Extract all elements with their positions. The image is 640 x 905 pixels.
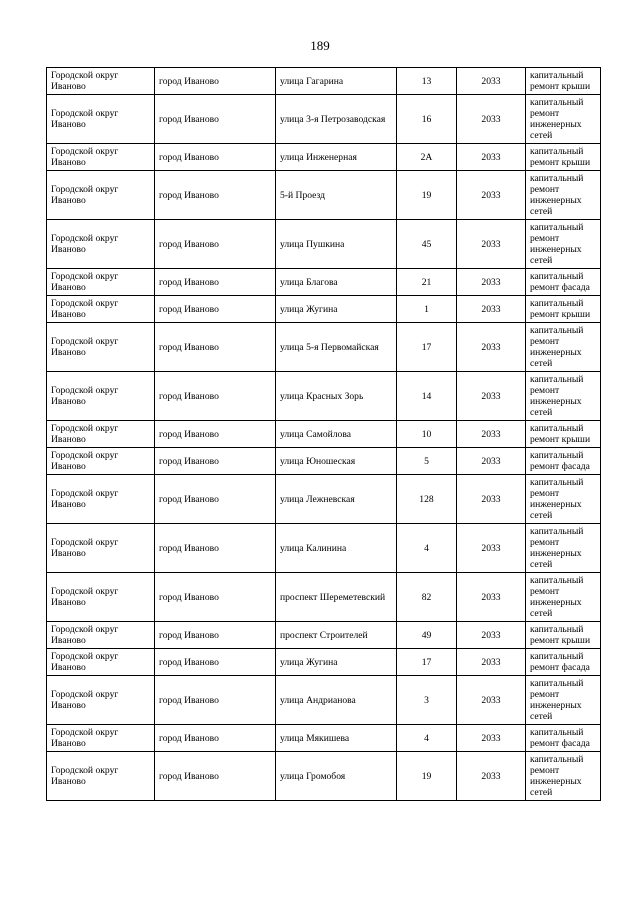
district-cell: Городской округ Иваново bbox=[47, 269, 155, 296]
work-type-cell: капитальный ремонт крыши bbox=[526, 421, 601, 448]
street-cell: улица Гагарина bbox=[276, 68, 397, 95]
street-cell: улица Лежневская bbox=[276, 475, 397, 524]
table-row bbox=[47, 296, 601, 323]
work-type-cell: капитальный ремонт инженерных сетей bbox=[526, 95, 601, 144]
district-cell: Городской округ Иваново bbox=[47, 323, 155, 372]
work-type-cell: капитальный ремонт крыши bbox=[526, 622, 601, 649]
table-row bbox=[47, 649, 601, 676]
year-cell: 2033 bbox=[457, 220, 526, 269]
street-cell: улица Калинина bbox=[276, 524, 397, 573]
work-type-cell: капитальный ремонт фасада bbox=[526, 649, 601, 676]
year-cell: 2033 bbox=[457, 622, 526, 649]
district-cell: Городской округ Иваново bbox=[47, 421, 155, 448]
year-cell: 2033 bbox=[457, 372, 526, 421]
table-row bbox=[47, 372, 601, 421]
work-type-cell: капитальный ремонт инженерных сетей bbox=[526, 220, 601, 269]
work-type-cell: капитальный ремонт фасада bbox=[526, 269, 601, 296]
table-row bbox=[47, 421, 601, 448]
district-cell: Городской округ Иваново bbox=[47, 372, 155, 421]
district-cell: Городской округ Иваново bbox=[47, 448, 155, 475]
table-row bbox=[47, 524, 601, 573]
work-type-cell: капитальный ремонт крыши bbox=[526, 296, 601, 323]
settlement-cell: город Иваново bbox=[155, 448, 276, 475]
house-number-cell: 19 bbox=[397, 171, 457, 220]
settlement-cell: город Иваново bbox=[155, 524, 276, 573]
district-cell: Городской округ Иваново bbox=[47, 68, 155, 95]
work-type-cell: капитальный ремонт фасада bbox=[526, 448, 601, 475]
house-number-cell: 17 bbox=[397, 323, 457, 372]
house-number-cell: 2А bbox=[397, 144, 457, 171]
house-number-cell: 5 bbox=[397, 448, 457, 475]
street-cell: проспект Шереметевский bbox=[276, 573, 397, 622]
street-cell: улица Инженерная bbox=[276, 144, 397, 171]
work-type-cell: капитальный ремонт инженерных сетей bbox=[526, 372, 601, 421]
house-number-cell: 19 bbox=[397, 752, 457, 801]
work-type-cell: капитальный ремонт инженерных сетей bbox=[526, 171, 601, 220]
table-row bbox=[47, 323, 601, 372]
district-cell: Городской округ Иваново bbox=[47, 144, 155, 171]
house-number-cell: 21 bbox=[397, 269, 457, 296]
table-row bbox=[47, 622, 601, 649]
settlement-cell: город Иваново bbox=[155, 323, 276, 372]
work-type-cell: капитальный ремонт инженерных сетей bbox=[526, 573, 601, 622]
table-row bbox=[47, 573, 601, 622]
district-cell: Городской округ Иваново bbox=[47, 573, 155, 622]
street-cell: улица Самойлова bbox=[276, 421, 397, 448]
table-row bbox=[47, 725, 601, 752]
settlement-cell: город Иваново bbox=[155, 622, 276, 649]
table-row bbox=[47, 95, 601, 144]
house-number-cell: 128 bbox=[397, 475, 457, 524]
street-cell: улица Пушкина bbox=[276, 220, 397, 269]
settlement-cell: город Иваново bbox=[155, 95, 276, 144]
house-number-cell: 45 bbox=[397, 220, 457, 269]
settlement-cell: город Иваново bbox=[155, 725, 276, 752]
house-number-cell: 82 bbox=[397, 573, 457, 622]
year-cell: 2033 bbox=[457, 475, 526, 524]
settlement-cell: город Иваново bbox=[155, 171, 276, 220]
district-cell: Городской округ Иваново bbox=[47, 296, 155, 323]
table-row bbox=[47, 144, 601, 171]
year-cell: 2033 bbox=[457, 573, 526, 622]
settlement-cell: город Иваново bbox=[155, 676, 276, 725]
street-cell: улица Мякишева bbox=[276, 725, 397, 752]
year-cell: 2033 bbox=[457, 68, 526, 95]
year-cell: 2033 bbox=[457, 323, 526, 372]
settlement-cell: город Иваново bbox=[155, 421, 276, 448]
year-cell: 2033 bbox=[457, 171, 526, 220]
table-row bbox=[47, 220, 601, 269]
year-cell: 2033 bbox=[457, 676, 526, 725]
year-cell: 2033 bbox=[457, 524, 526, 573]
district-cell: Городской округ Иваново bbox=[47, 676, 155, 725]
work-type-cell: капитальный ремонт инженерных сетей bbox=[526, 676, 601, 725]
house-number-cell: 10 bbox=[397, 421, 457, 448]
house-number-cell: 16 bbox=[397, 95, 457, 144]
settlement-cell: город Иваново bbox=[155, 220, 276, 269]
work-type-cell: капитальный ремонт крыши bbox=[526, 144, 601, 171]
registry-table bbox=[46, 67, 601, 801]
table-row bbox=[47, 269, 601, 296]
street-cell: улица Андрианова bbox=[276, 676, 397, 725]
district-cell: Городской округ Иваново bbox=[47, 649, 155, 676]
house-number-cell: 3 bbox=[397, 676, 457, 725]
year-cell: 2033 bbox=[457, 269, 526, 296]
page-number: 189 bbox=[310, 38, 330, 53]
table-row bbox=[47, 676, 601, 725]
settlement-cell: город Иваново bbox=[155, 649, 276, 676]
table-row bbox=[47, 171, 601, 220]
street-cell: улица Жугина bbox=[276, 296, 397, 323]
work-type-cell: капитальный ремонт инженерных сетей bbox=[526, 524, 601, 573]
year-cell: 2033 bbox=[457, 95, 526, 144]
year-cell: 2033 bbox=[457, 752, 526, 801]
table-row bbox=[47, 475, 601, 524]
work-type-cell: капитальный ремонт крыши bbox=[526, 68, 601, 95]
settlement-cell: город Иваново bbox=[155, 573, 276, 622]
work-type-cell: капитальный ремонт фасада bbox=[526, 725, 601, 752]
house-number-cell: 1 bbox=[397, 296, 457, 323]
table-row bbox=[47, 448, 601, 475]
settlement-cell: город Иваново bbox=[155, 752, 276, 801]
street-cell: проспект Строителей bbox=[276, 622, 397, 649]
settlement-cell: город Иваново bbox=[155, 269, 276, 296]
street-cell: улица Громобоя bbox=[276, 752, 397, 801]
district-cell: Городской округ Иваново bbox=[47, 171, 155, 220]
district-cell: Городской округ Иваново bbox=[47, 220, 155, 269]
street-cell: улица 3-я Петрозаводская bbox=[276, 95, 397, 144]
district-cell: Городской округ Иваново bbox=[47, 475, 155, 524]
house-number-cell: 14 bbox=[397, 372, 457, 421]
year-cell: 2033 bbox=[457, 144, 526, 171]
year-cell: 2033 bbox=[457, 725, 526, 752]
year-cell: 2033 bbox=[457, 296, 526, 323]
street-cell: улица 5-я Первомайская bbox=[276, 323, 397, 372]
district-cell: Городской округ Иваново bbox=[47, 622, 155, 649]
table-row bbox=[47, 752, 601, 801]
street-cell: улица Жугина bbox=[276, 649, 397, 676]
settlement-cell: город Иваново bbox=[155, 372, 276, 421]
year-cell: 2033 bbox=[457, 649, 526, 676]
settlement-cell: город Иваново bbox=[155, 68, 276, 95]
street-cell: улица Юношеская bbox=[276, 448, 397, 475]
district-cell: Городской округ Иваново bbox=[47, 524, 155, 573]
street-cell: улица Благова bbox=[276, 269, 397, 296]
district-cell: Городской округ Иваново bbox=[47, 725, 155, 752]
house-number-cell: 4 bbox=[397, 725, 457, 752]
work-type-cell: капитальный ремонт инженерных сетей bbox=[526, 752, 601, 801]
work-type-cell: капитальный ремонт инженерных сетей bbox=[526, 323, 601, 372]
house-number-cell: 49 bbox=[397, 622, 457, 649]
settlement-cell: город Иваново bbox=[155, 296, 276, 323]
house-number-cell: 13 bbox=[397, 68, 457, 95]
settlement-cell: город Иваново bbox=[155, 475, 276, 524]
house-number-cell: 4 bbox=[397, 524, 457, 573]
year-cell: 2033 bbox=[457, 448, 526, 475]
table-row bbox=[47, 68, 601, 95]
district-cell: Городской округ Иваново bbox=[47, 752, 155, 801]
work-type-cell: капитальный ремонт инженерных сетей bbox=[526, 475, 601, 524]
house-number-cell: 17 bbox=[397, 649, 457, 676]
street-cell: 5-й Проезд bbox=[276, 171, 397, 220]
settlement-cell: город Иваново bbox=[155, 144, 276, 171]
district-cell: Городской округ Иваново bbox=[47, 95, 155, 144]
street-cell: улица Красных Зорь bbox=[276, 372, 397, 421]
year-cell: 2033 bbox=[457, 421, 526, 448]
